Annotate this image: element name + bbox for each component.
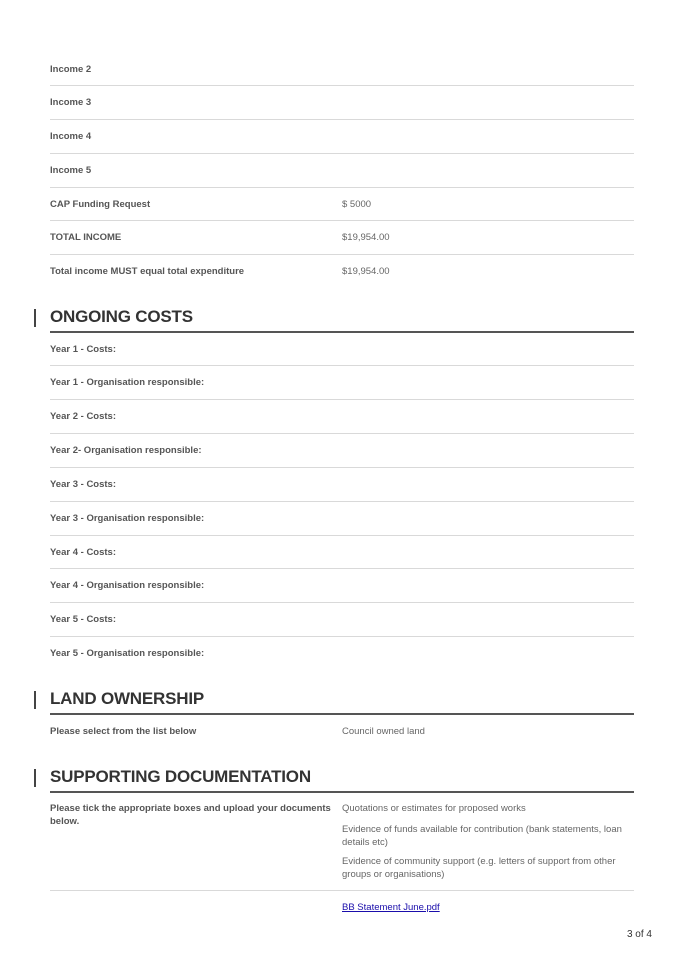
- row-label: Year 4 - Costs:: [50, 547, 116, 558]
- row-label: Year 1 - Organisation responsible:: [50, 377, 205, 388]
- cost-row: [50, 434, 634, 468]
- row-value: Council owned land: [342, 726, 425, 737]
- cost-row: [50, 366, 634, 400]
- doc-item: Evidence of community support (e.g. letters of support from other groups or organisations): [342, 856, 616, 880]
- row-value: $19,954.00: [342, 266, 390, 277]
- doc-item: Evidence of funds available for contribution (bank statements, loan details etc): [342, 824, 622, 848]
- row-label: Year 1 - Costs:: [50, 344, 116, 355]
- page-number: 3 of 4: [626, 929, 652, 940]
- documentation-row: [50, 793, 634, 891]
- row-label: Income 3: [50, 97, 92, 108]
- cost-row: [50, 536, 634, 569]
- income-row: [50, 55, 634, 86]
- cost-row: [50, 637, 634, 671]
- row-label: Year 2- Organisation responsible:: [50, 445, 202, 456]
- income-row: [50, 86, 634, 120]
- doc-item: Quotations or estimates for proposed works: [342, 803, 526, 814]
- row-value: $19,954.00: [342, 232, 390, 243]
- cost-row: [50, 603, 634, 637]
- income-row: [50, 255, 634, 289]
- row-label: Year 3 - Organisation responsible:: [50, 513, 205, 524]
- income-row: [50, 188, 634, 221]
- row-label: Please select from the list below: [50, 726, 197, 737]
- row-label: Income 4: [50, 131, 92, 142]
- land-row: [50, 715, 634, 749]
- row-label: Please tick the appropriate boxes and upload your documents below.: [50, 803, 331, 827]
- section-marker: [34, 309, 36, 327]
- cost-row: [50, 569, 634, 603]
- income-row: [50, 120, 634, 154]
- row-label: Year 5 - Organisation responsible:: [50, 648, 205, 659]
- section-title: ONGOING COSTS: [50, 307, 193, 326]
- section-marker: [34, 769, 36, 787]
- section-marker: [34, 691, 36, 709]
- cost-row: [50, 333, 634, 366]
- cost-row: [50, 468, 634, 502]
- cost-row: [50, 400, 634, 434]
- row-label: Year 3 - Costs:: [50, 479, 116, 490]
- income-row: [50, 154, 634, 188]
- section-land-ownership: [50, 688, 634, 715]
- row-label: Income 5: [50, 165, 92, 176]
- attachment-link[interactable]: BB Statement June.pdf: [342, 902, 440, 913]
- row-label: Year 5 - Costs:: [50, 614, 116, 625]
- income-row: [50, 221, 634, 255]
- section-title: LAND OWNERSHIP: [50, 689, 204, 708]
- cost-row: [50, 502, 634, 536]
- row-label: CAP Funding Request: [50, 199, 151, 210]
- row-label: TOTAL INCOME: [50, 232, 122, 243]
- section-ongoing-costs: [50, 306, 634, 333]
- row-value: $ 5000: [342, 199, 372, 210]
- section-supporting-documentation: [50, 766, 634, 793]
- row-label: Year 4 - Organisation responsible:: [50, 580, 205, 591]
- section-title: SUPPORTING DOCUMENTATION: [50, 767, 311, 786]
- row-label: Income 2: [50, 64, 92, 75]
- row-label: Year 2 - Costs:: [50, 411, 116, 422]
- row-label: Total income MUST equal total expenditure: [50, 266, 245, 277]
